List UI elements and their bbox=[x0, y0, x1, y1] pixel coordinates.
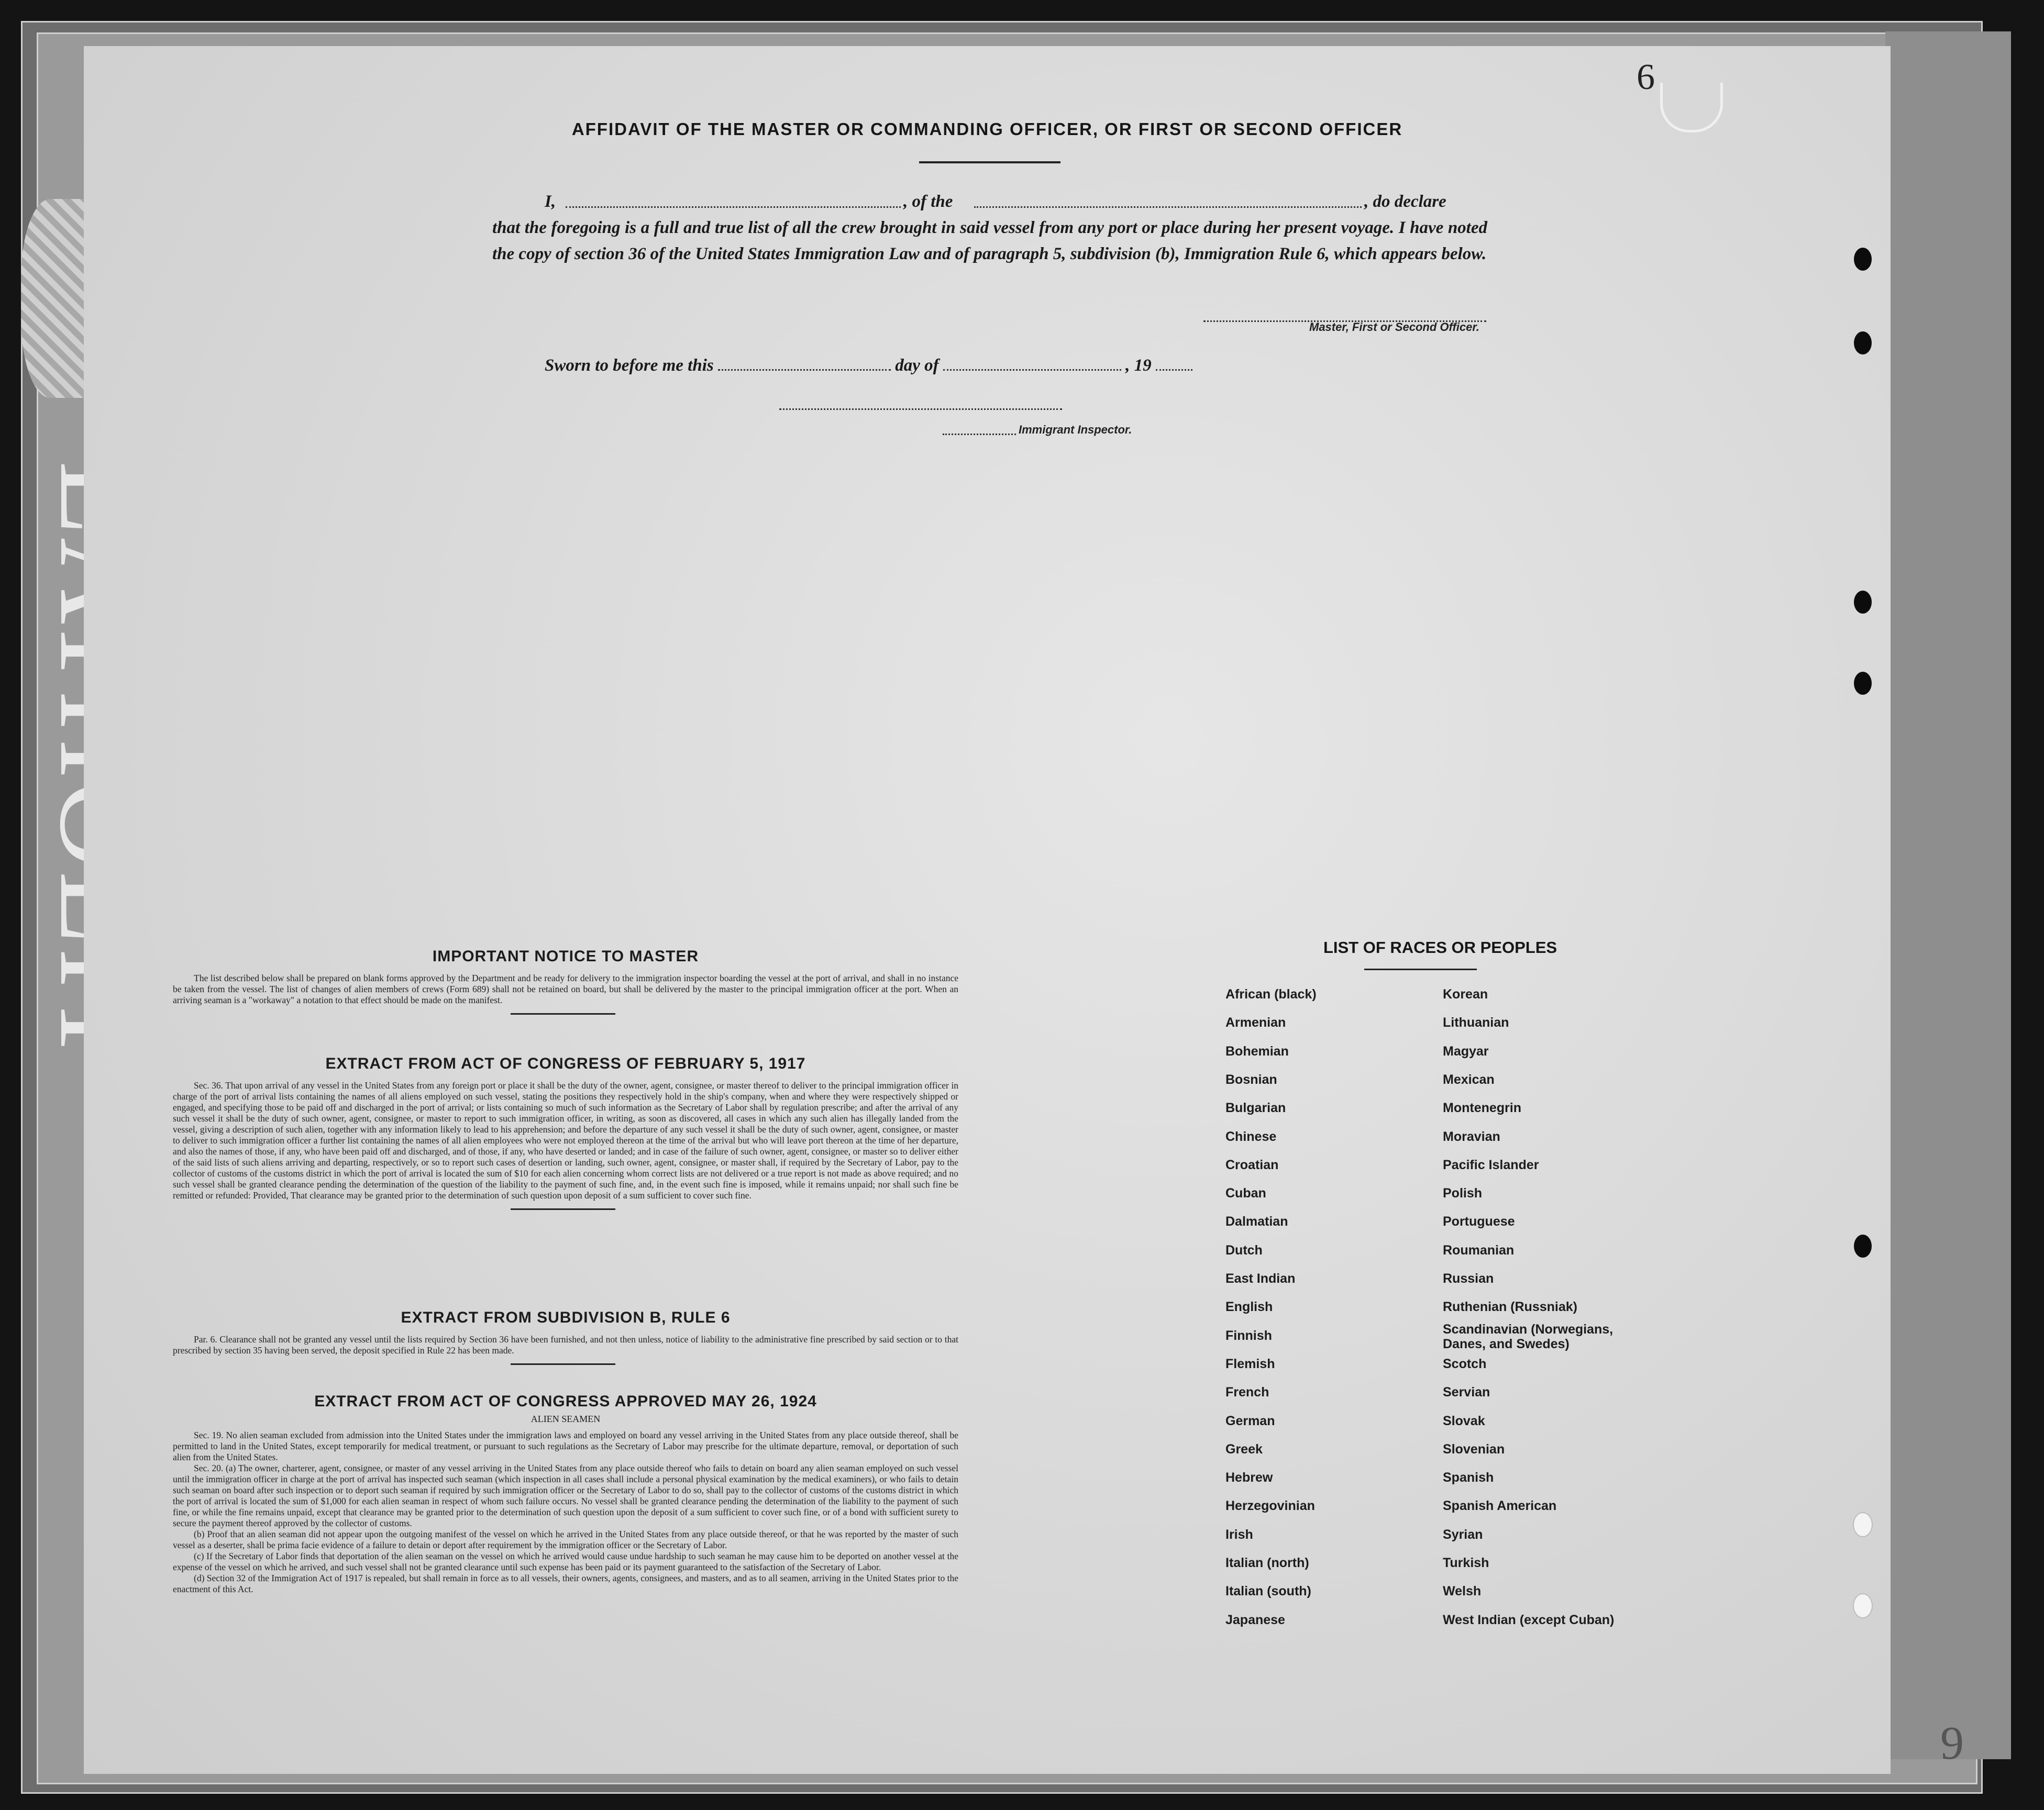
sworn-label: Sworn to before me this bbox=[545, 356, 714, 375]
affidavit-statement: that the foregoing is a full and true list of all the crew brought in said vessel from any port or place during her present voyage. I have noted the copy of section 36 of the United States Immigration Law and of paragraph 5, subdivision (b), Immigration Rule 6, which appears below. bbox=[492, 218, 1487, 263]
extract-1924-paragraph: Sec. 19. No alien seaman excluded from admission into the United States under the immigration laws and employed on board any vessel arriving in the United States from any place outside thereof, shall be permitted to land in the United States, except temporarily for medical treatment, or pursuant to such regulations as the Secretary of Labor may prescribe for the ultimate departure, removal, or deportation of such alien from the United States. bbox=[173, 1430, 958, 1462]
race-item: Slovenian bbox=[1443, 1441, 1505, 1457]
race-row bbox=[1225, 1271, 1655, 1300]
race-item: Lithuanian bbox=[1443, 1015, 1509, 1030]
inspector-initial-field[interactable] bbox=[943, 423, 1016, 435]
race-row bbox=[1225, 1498, 1655, 1527]
race-row bbox=[1225, 1044, 1655, 1072]
race-row bbox=[1225, 1214, 1655, 1242]
race-item: West Indian (except Cuban) bbox=[1443, 1612, 1615, 1627]
race-item: Moravian bbox=[1443, 1129, 1500, 1144]
day-of-label: day of bbox=[895, 356, 939, 375]
race-item: Korean bbox=[1443, 987, 1488, 1002]
race-item: Scandinavian (Norwegians, Danes, and Swedes) bbox=[1443, 1322, 1614, 1351]
race-item: Dalmatian bbox=[1225, 1214, 1288, 1229]
sworn-line bbox=[545, 356, 1192, 375]
affidavit-body bbox=[492, 188, 1487, 267]
extract-rule6-title: EXTRACT FROM SUBDIVISION B, RULE 6 bbox=[401, 1309, 731, 1326]
section-rule bbox=[511, 1013, 615, 1015]
race-item: English bbox=[1225, 1300, 1273, 1315]
race-item: Armenian bbox=[1225, 1015, 1286, 1030]
race-item: German bbox=[1225, 1413, 1275, 1428]
race-row bbox=[1225, 1015, 1655, 1043]
name-field[interactable] bbox=[566, 196, 901, 208]
binder-hole bbox=[1854, 672, 1872, 695]
race-row bbox=[1225, 987, 1655, 1015]
section-rule bbox=[511, 1208, 615, 1210]
race-row bbox=[1225, 1414, 1655, 1442]
race-item: Bosnian bbox=[1225, 1072, 1277, 1087]
race-row bbox=[1225, 1243, 1655, 1271]
race-row bbox=[1225, 1158, 1655, 1186]
race-item: Bulgarian bbox=[1225, 1101, 1286, 1116]
race-item: East Indian bbox=[1225, 1271, 1296, 1286]
inspector-signature-field[interactable] bbox=[779, 398, 1062, 410]
race-item: African (black) bbox=[1225, 987, 1317, 1002]
race-row bbox=[1225, 1101, 1655, 1129]
binder-hole bbox=[1853, 1593, 1873, 1618]
race-item: Croatian bbox=[1225, 1157, 1279, 1172]
race-row bbox=[1225, 1129, 1655, 1158]
race-item: Ruthenian (Russniak) bbox=[1443, 1300, 1577, 1315]
binder-edge bbox=[1885, 31, 2011, 1759]
of-the-label: , of the bbox=[903, 192, 953, 211]
race-item: Dutch bbox=[1225, 1242, 1263, 1258]
binder-hole bbox=[1854, 248, 1872, 271]
race-item: Roumanian bbox=[1443, 1242, 1515, 1258]
binder-hole bbox=[1854, 591, 1872, 614]
extract-1924-subtitle: ALIEN SEAMEN bbox=[531, 1414, 601, 1424]
day-field[interactable] bbox=[718, 359, 891, 371]
section-rule bbox=[511, 1363, 615, 1365]
master-signature-label: Master, First or Second Officer. bbox=[1309, 320, 1479, 334]
race-item: Montenegrin bbox=[1443, 1101, 1521, 1116]
race-item: Slovak bbox=[1443, 1413, 1485, 1428]
race-item: Turkish bbox=[1443, 1556, 1489, 1570]
race-item: Flemish bbox=[1225, 1356, 1275, 1371]
race-item: Portuguese bbox=[1443, 1214, 1515, 1229]
do-declare-label: , do declare bbox=[1364, 192, 1446, 211]
extract-1924-body bbox=[173, 1430, 958, 1595]
race-item: Chinese bbox=[1225, 1129, 1277, 1144]
inspector-label: Immigrant Inspector. bbox=[1019, 423, 1132, 436]
race-item: Polish bbox=[1443, 1186, 1483, 1201]
race-item: Finnish bbox=[1225, 1328, 1272, 1343]
extract-rule6-text: Par. 6. Clearance shall not be granted any vessel until the lists required by Section 36 have been furnished, and not then unless, notice of liability to the administrative fine prescribed by said section or to that prescribed by section 35 having been served, the deposit specified in Rule 22 has been made. bbox=[173, 1334, 958, 1356]
month-field[interactable] bbox=[943, 359, 1121, 371]
race-item: Pacific Islander bbox=[1443, 1157, 1539, 1172]
race-row bbox=[1225, 1470, 1655, 1498]
year-label: , 19 bbox=[1125, 356, 1152, 375]
notice-text: The list described below shall be prepared on blank forms approved by the Department and be ready for delivery to the immigration inspector boarding the vessel at the port of arrival, and shall in no instance be taken from the vessel. The list of changes of alien members of crews (Form 689) shall not be retained on board, but shall be delivered by the master to the principal immigration officer at the port. When an arriving seaman is a "workaway" a notation to that effect should be made on the manifest. bbox=[173, 973, 958, 1005]
races-title-rule bbox=[1364, 969, 1477, 970]
affidavit-i-label: I, bbox=[545, 192, 556, 211]
race-item: Cuban bbox=[1225, 1186, 1266, 1201]
notice-section bbox=[173, 948, 958, 1015]
race-item: Welsh bbox=[1443, 1584, 1482, 1599]
extract-1924-section bbox=[173, 1393, 958, 1595]
race-item: French bbox=[1225, 1385, 1269, 1400]
race-item: Japanese bbox=[1225, 1612, 1285, 1627]
race-item: Spanish American bbox=[1443, 1498, 1557, 1514]
extract-1924-paragraph: (c) If the Secretary of Labor finds that deportation of the alien seaman on the vessel on which he arrived would cause undue hardship to such seaman he may cause him to be deported on another vessel at the expense of the vessel on which he arrived, and such vessel shall not be granted clearance until such expense has been paid or its payment guaranteed to the satisfaction of the Secretary of Labor. bbox=[173, 1551, 958, 1572]
handwritten-mark: 9 bbox=[1940, 1717, 1964, 1769]
extract-1917-section bbox=[173, 1055, 958, 1210]
title-rule bbox=[919, 161, 1060, 163]
binder-hole bbox=[1853, 1512, 1873, 1537]
race-item: Russian bbox=[1443, 1271, 1494, 1286]
race-row bbox=[1225, 1584, 1655, 1612]
extract-1917-title: EXTRACT FROM ACT OF CONGRESS OF FEBRUARY 5, 1917 bbox=[325, 1055, 806, 1072]
races-title: LIST OF RACES OR PEOPLES bbox=[1323, 938, 1557, 957]
extract-1924-paragraph: Sec. 20. (a) The owner, charterer, agent, consignee, or master of any vessel arriving in the United States from any place outside thereof who fails to detain on board any alien seaman employed on such vessel until the immigration officer in charge at the port of arrival has inspected such seaman (which inspection in all cases shall include a personal physical examination by the medical examiners), or who fails to detain such seaman on board after such inspection or to deport such seaman if required by such immigration officer or the Secretary of Labor to do so, shall pay to the collector of customs of the customs district in which the port of arrival is located the sum of $1,000 for each alien seaman in respect of whom such failure occurs. No vessel shall be granted clearance pending the determination of the liability to the payment of such fine, or while the fine remains unpaid, except that clearance may be granted prior to the determination of such question upon the deposit of a sum sufficient to cover such fine, or of a bond with sufficient surety to secure the payment thereof approved by the collector of customs. bbox=[173, 1463, 958, 1528]
race-item: Magyar bbox=[1443, 1043, 1489, 1059]
extract-1924-paragraph: (d) Section 32 of the Immigration Act of 1917 is repealed, but shall remain in force as to all vessels, their owners, agents, consignees, and masters, and as to all seamen, arriving in the United States prior to the enactment of this Act. bbox=[173, 1573, 958, 1594]
race-row bbox=[1225, 1613, 1655, 1641]
race-item: Hebrew bbox=[1225, 1470, 1273, 1485]
race-item: Scotch bbox=[1443, 1356, 1487, 1371]
race-item: Italian (south) bbox=[1225, 1584, 1311, 1599]
notice-title: IMPORTANT NOTICE TO MASTER bbox=[432, 948, 699, 965]
year-field[interactable] bbox=[1156, 359, 1192, 371]
race-item: Servian bbox=[1443, 1385, 1490, 1400]
affidavit-title: AFFIDAVIT OF THE MASTER OR COMMANDING OFFICER, OR FIRST OR SECOND OFFICER bbox=[571, 119, 1403, 139]
race-row bbox=[1225, 1556, 1655, 1584]
extract-1924-paragraph: (b) Proof that an alien seaman did not appear upon the outgoing manifest of the vessel on which he arrived in the United States from any place outside thereof, or that he was reported by the master of such vessel as a deserter, shall be prima facie evidence of a failure to detain or deport after requirement by the immigration officer or the Secretary of Labor. bbox=[173, 1529, 958, 1550]
race-row bbox=[1225, 1385, 1655, 1413]
race-item: Bohemian bbox=[1225, 1043, 1289, 1059]
vessel-field[interactable] bbox=[974, 196, 1362, 208]
extract-rule6-section bbox=[173, 1309, 958, 1365]
race-item: Syrian bbox=[1443, 1527, 1483, 1542]
extract-1924-title: EXTRACT FROM ACT OF CONGRESS APPROVED MAY 26, 1924 bbox=[314, 1393, 817, 1410]
race-row bbox=[1225, 1527, 1655, 1556]
race-item: Spanish bbox=[1443, 1470, 1494, 1485]
seal-edge-stamp bbox=[21, 199, 94, 398]
race-row bbox=[1225, 1186, 1655, 1214]
race-item: Italian (north) bbox=[1225, 1556, 1309, 1570]
race-item: Greek bbox=[1225, 1441, 1263, 1457]
binder-hole bbox=[1854, 331, 1872, 354]
race-item: Irish bbox=[1225, 1527, 1253, 1542]
race-row bbox=[1225, 1322, 1655, 1357]
race-row bbox=[1225, 1442, 1655, 1470]
race-item: Mexican bbox=[1443, 1072, 1495, 1087]
race-row bbox=[1225, 1072, 1655, 1101]
race-row bbox=[1225, 1357, 1655, 1385]
extract-1917-text: Sec. 36. That upon arrival of any vessel in the United States from any foreign port or place it shall be the duty of the owner, agent, consignee, or master thereof to deliver to the principal immigration officer in charge of the port of arrival lists containing the names of all aliens employed on such vessel, stating the positions they respectively hold in the ship's company, when and where they were respectively shipped or engaged, and specifying those to be paid off and discharged in the port of arrival; or lists containing so much of such information as the Secretary of Labor shall by regulation prescribe; and after the arrival of any such vessel it shall be the duty of such owner, agent, consignee, or master to report to such immigration officer, in writing, as soon as discovered, all cases in which any such alien has illegally landed from the vessel, giving a description of such alien, together with any information likely to lead to his apprehension; and before the departure of any such vessel it shall be the duty of such owner, agent, consignee, or master to deliver to such immigration officer a further list containing the names of all alien employees who were not employed thereon at the time of the arrival but who will leave port thereon at the time of her departure, and also the names of those, if any, who have been paid off and discharged, and of those, if any, who have deserted or landed; and in case of the failure of such owner, agent, consignee, or master so to deliver either of the said lists of such aliens arriving and departing, respectively, or so to report such cases of desertion or landing, such owner, agent, consignee, or master shall, if required by the Secretary of Labor, pay to the collector of customs of the customs district in which the port of arrival is located the sum of $10 for each alien concerning whom correct lists are not delivered or a true report is not made as above required; and no such vessel shall be granted clearance pending the determination of the question of the liability to the payment of such fine, and, in the event such fine is imposed, while it remains unpaid; nor shall such fine be remitted or refunded: Provided, That clearance may be granted prior to the determination of such question upon deposit of a sum sufficient to cover such fine. bbox=[173, 1080, 958, 1201]
race-item: Herzegovinian bbox=[1225, 1498, 1315, 1514]
folder-number: 6 bbox=[1637, 57, 1655, 97]
binder-hole bbox=[1854, 1235, 1872, 1258]
